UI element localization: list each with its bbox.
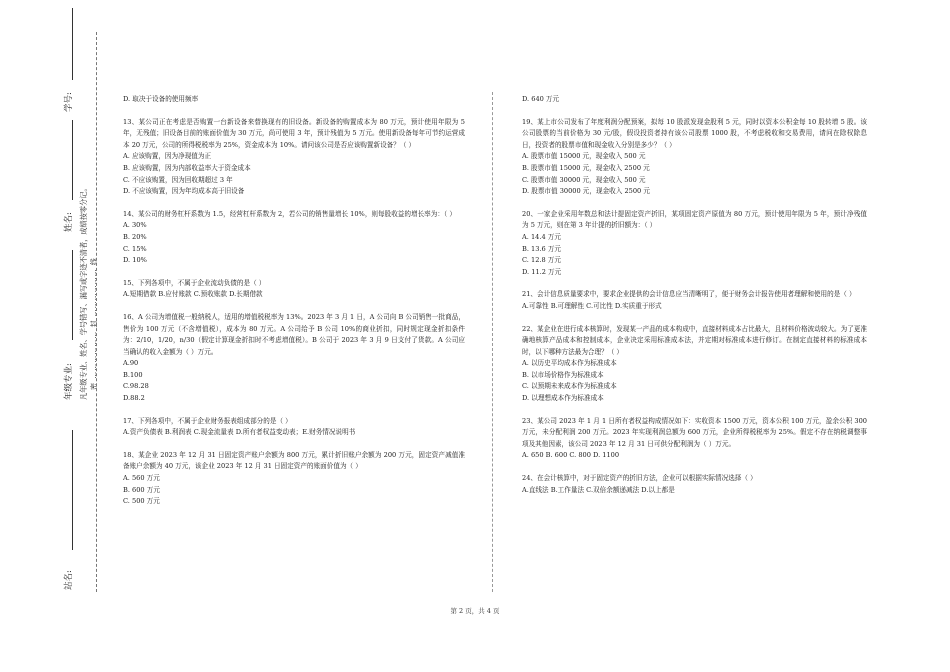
answer-option: A. 14.4 万元: [522, 232, 561, 241]
answer-option: D. 股票市值 30000 元，现金收入 2500 元: [522, 187, 650, 196]
answer-option: C. 股票市值 30000 元，现金收入 500 元: [522, 175, 646, 184]
answer-option: A. 应该购置，因为净现值为正: [123, 152, 212, 161]
question-stem: 15、下列各项中，不属于企业流动负债的是（ ）: [123, 278, 266, 287]
answer-option: A. 650 B. 600 C. 800 D. 1100: [522, 451, 620, 460]
answer-option: C.98.28: [123, 382, 149, 391]
question-stem: 21、会计信息质量要求中，要求企业提供的会计信息应当清晰明了，便于财务会计报告使用者理解和使用的是（ ）: [522, 290, 856, 299]
question-block: [123, 278, 465, 301]
answer-option: A.直线法 B.工作量法 C.双倍余额递减法 D.以上都是: [522, 485, 675, 494]
answer-option: B. 股票市值 15000 元，现金收入 2500 元: [522, 163, 650, 172]
answer-option: A. 股票市值 15000 元，现金收入 500 元: [522, 152, 646, 161]
answer-option: D. 10%: [123, 256, 147, 265]
question-stem: 18、某企业 2023 年 12 月 31 日固定资产账户余额为 800 万元，累计折旧账户余额为 200 万元，固定资产减值准备账户余额为 40 万元，该企业 2023 年 12 月 31 日固定资产的账面价值为（ ）: [123, 450, 465, 471]
question-block: [123, 209, 465, 267]
question-stem: 22、某企业在进行成本核算时，发现某一产品的成本构成中，直接材料成本占比最大，且材料价格波动较大。为了更准确地核算产品成本和控制成本，企业决定采用标准成本法，并定期对标准成本进行修订。在制定直接材料的标准成本时，以下哪种方法最为合理？（ ）: [522, 324, 867, 356]
answer-option: B. 13.6 万元: [522, 244, 562, 253]
left-column: [123, 94, 465, 519]
question-stem: 17、下列各项中，不属于企业财务报表组成部分的是（ ）: [123, 416, 292, 425]
answer-option: B. 以市场价格作为标准成本: [522, 370, 604, 379]
page-footer: 第 2 页，共 4 页: [450, 607, 500, 615]
name-label: 姓名:: [64, 212, 74, 232]
right-column: [522, 94, 867, 507]
question-stem: 13、某公司正在考虑是否购置一台新设备来替换现有的旧设备。新设备的购置成本为 80 万元，预计使用年限为 5 年，无残值；旧设备目前的账面价值为 30 万元，尚可使用 3 年，预计残值为 5 万元。使用新设备每年可节约运营成本 20 万元，公司的所得税税率为 25%，资金成本为 10%。请问该公司是否应该购置新设备？（ ）: [123, 117, 465, 149]
school-label: 站名:: [64, 570, 74, 590]
answer-option: B. 20%: [123, 232, 147, 241]
answer-option: D. 取决于设备的使用频率: [123, 95, 199, 103]
name-blank[interactable]: [72, 120, 73, 200]
question-block: [123, 416, 465, 439]
answer-option: A.资产负债表 B.利润表 C.现金流量表 D.所有者权益变动表；E.财务情况说明书: [123, 428, 356, 437]
question-stem: 19、某上市公司发布了年度利润分配预案，拟每 10 股派发现金股利 5 元，同时以资本公积金每 10 股转增 5 股。该公司股票的当前价格为 30 元/股，假设投资者持有该公司股票 1000 股，不考虑税收和交易费用，请问在除权除息日，投资者的股票市值和现金收入分别是多少？（ ）: [522, 117, 867, 149]
answer-option: A.90: [123, 359, 139, 368]
answer-option: D. 不应该购置，因为年均成本高于旧设备: [123, 187, 245, 196]
binding-margin: [0, 0, 110, 672]
question-stem: 20、一家企业采用年数总和法计提固定资产折旧，某项固定资产原值为 80 万元，预计使用年限为 5 年，预计净残值为 5 万元，则在第 3 年计提的折旧额为：（ ）: [522, 209, 867, 230]
column-divider: [492, 92, 493, 592]
answer-option: C. 以预期未来成本作为标准成本: [522, 382, 617, 391]
question-block: [522, 416, 867, 462]
class-blank[interactable]: [72, 250, 73, 340]
question-block: [522, 94, 867, 106]
question-block: [123, 312, 465, 405]
question-block: [123, 117, 465, 198]
question-block: [522, 473, 867, 496]
answer-option: A. 560 万元: [123, 474, 160, 483]
question-block: [522, 324, 867, 405]
question-stem: 16、A 公司为增值税一般纳税人，适用的增值税税率为 13%。2023 年 3 月 1 日，A 公司向 B 公司销售一批商品，售价为 100 万元（不含增值税），成本为 80 万元。A 公司给予 B 公司 10%的商业折扣，同时规定现金折扣条件为：2/10，1/20，n/30（假定计算现金折扣时不考虑增值税）。B 公司于 2023 年 3 月 9 日支付了货款。A 公司应当确认的收入金额为（ ）万元。: [123, 312, 465, 356]
answer-option: C. 12.8 万元: [522, 256, 561, 265]
answer-option: D. 11.2 万元: [522, 267, 562, 276]
question-stem: 23、某公司 2023 年 1 月 1 日所有者权益构成情况如下：实收资本 1500 万元，资本公积 100 万元，盈余公积 300 万元，未分配利润 200 万元。2023 年实现利润总额为 600 万元，企业所得税税率为 25%。假定不存在纳税调整事项及其他因素，该公司 2023 年 12 月 31 日可供分配利润为（ ）万元。: [522, 416, 867, 448]
question-block: [123, 450, 465, 508]
school-blank[interactable]: [72, 430, 73, 550]
seal-line-text: 密 ……………… 封 ……………… 线: [90, 257, 98, 390]
answer-option: A.可靠性 B.可理解性 C.可比性 D.实质重于形式: [522, 301, 662, 310]
question-stem: 24、在会计核算中，对于固定资产的折旧方法，企业可以根据实际情况选择（ ）: [522, 474, 757, 483]
question-block: [522, 209, 867, 279]
class-label: 年级专业:: [64, 363, 74, 400]
answer-option: C. 15%: [123, 244, 147, 253]
answer-option: B. 600 万元: [123, 485, 160, 494]
answer-option: C. 不应该购置，因为回收期超过 3 年: [123, 175, 233, 184]
question-block: [522, 117, 867, 198]
answer-option: A. 以历史平均成本作为标准成本: [522, 359, 617, 368]
question-block: [522, 289, 867, 312]
answer-option: A.短期借款 B.应付账款 C.预收账款 D.长期借款: [123, 290, 263, 299]
answer-option: C. 500 万元: [123, 497, 160, 506]
answer-option: B. 应该购置，因为内部收益率大于资金成本: [123, 163, 251, 172]
question-stem: 14、某公司的财务杠杆系数为 1.5，经营杠杆系数为 2，若公司的销售量增长 10%，则每股收益的增长率为：（ ）: [123, 209, 456, 218]
question-block: [123, 94, 465, 106]
student-id-label: 学号:: [64, 92, 74, 112]
answer-option: D. 640 万元: [522, 95, 560, 103]
seal-dashed-line: [96, 32, 97, 592]
answer-option: D. 以理想成本作为标准成本: [522, 394, 604, 403]
answer-option: D.88.2: [123, 394, 145, 403]
answer-option: B.100: [123, 370, 143, 379]
answer-option: A. 30%: [123, 221, 147, 230]
student-id-blank[interactable]: [72, 8, 73, 80]
notice-text: 凡年级专业、姓名、学号错写、漏写或字迹不清者，成绩按零分记。: [79, 184, 88, 400]
